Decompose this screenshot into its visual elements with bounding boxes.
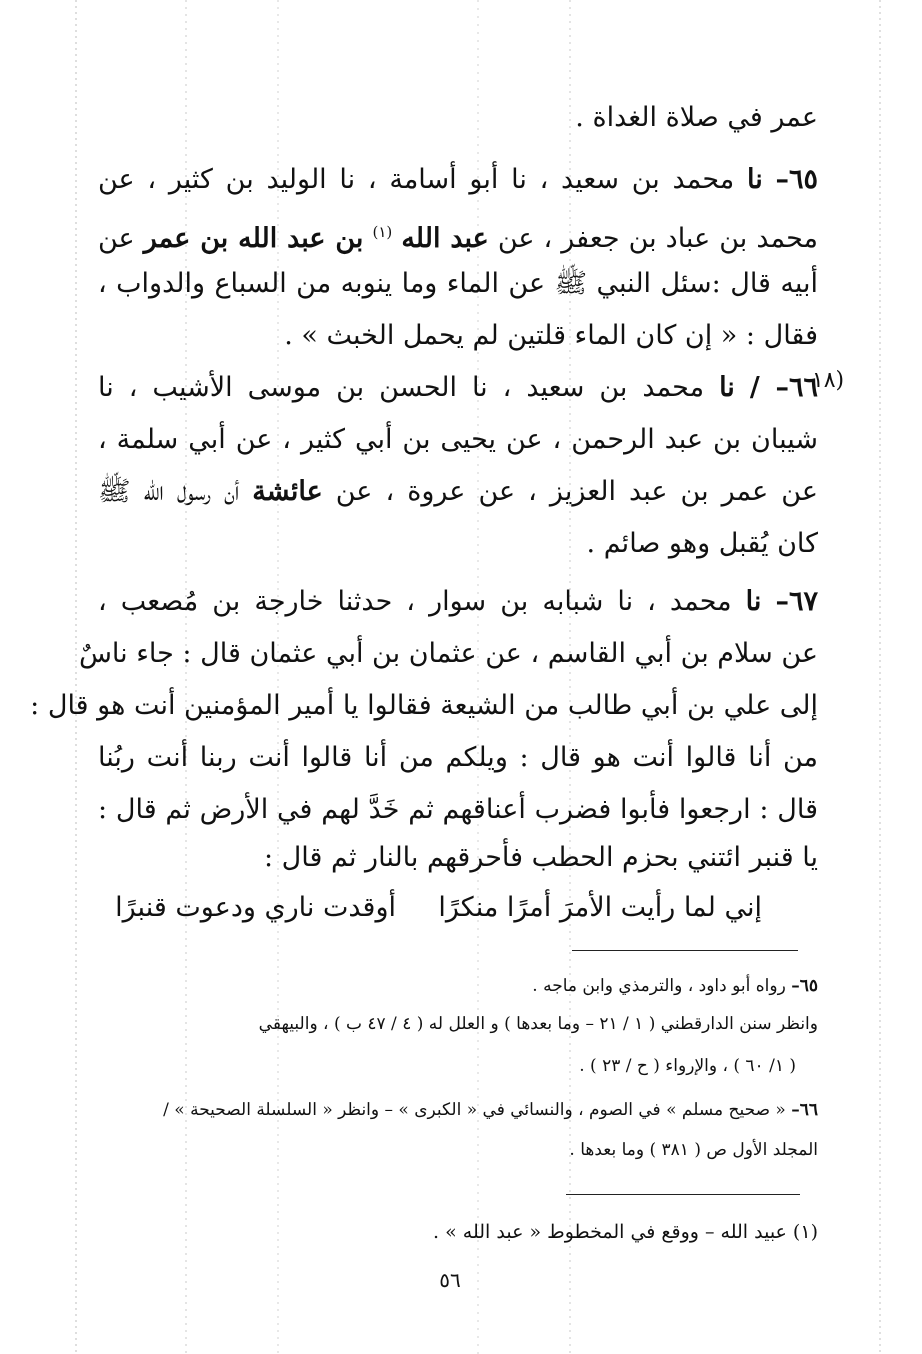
footnote-1: (١) عبيد الله – ووقع في المخطوط « عبد الله » .: [433, 1221, 818, 1243]
footnote-66-line-1: ٦٦– « صحيح مسلم » في الصوم ، والنسائي في « الكبرى » – وانظر « السلسلة الصحيحة » /: [163, 1100, 818, 1120]
narrator-marker: نا: [745, 586, 762, 617]
hadith-66-line-1: ٦٦– / نا محمد بن سعيد ، نا الحسن بن موسى الأشيب ، نا: [98, 372, 819, 403]
footnote-65-line-2: وانظر سنن الدارقطني ( ١ / ٢١ – وما بعدها ) و العلل له ( ٤ / ٤٧ ب ) ، والبيهقي: [258, 1014, 818, 1034]
verse-hemistich-1: إني لما رأيت الأمرَ أمرًا منكرًا: [438, 892, 762, 923]
narrator-name: عبد الله: [401, 223, 489, 254]
manuscript-folio-marker: (١٨: [811, 368, 845, 393]
footnote-ref: (١): [372, 223, 393, 241]
hadith-66-line-4: كان يُقبل وهو صائم .: [586, 528, 818, 559]
hadith-67-line-6: يا قنبر ائتني بحزم الحطب فأحرقهم بالنار ثم قال :: [263, 842, 818, 873]
hadith-67-line-1: ٦٧– نا محمد ، نا شبابه بن سوار ، حدثنا خارجة بن مُصعب ،: [98, 586, 818, 617]
hadith-number: ٦٦– /: [749, 372, 819, 403]
hadith-66-line-2: شيبان بن عبد الرحمن ، عن يحيى بن أبي كثير ، عن أبي سلمة ،: [98, 424, 818, 455]
hadith-65-line-1: [98, 160, 818, 200]
narrator-name: بن عبد الله بن عمر: [143, 223, 364, 254]
hadith-65-line-4: فقال : « إن كان الماء قلتين لم يحمل الخبث » .: [284, 320, 818, 351]
narrator-marker: نا: [746, 164, 763, 195]
text-line-1: عمر في صلاة الغداة .: [575, 102, 818, 133]
hadith-65-line-2: محمد بن عباد بن جعفر ، عن عبد الله $^{(١)}$ بن عبد الله بن عمر عن: [98, 223, 818, 254]
footnote-separator-2: [566, 1194, 800, 1195]
footnote-66-line-2: المجلد الأول ص ( ٣٨١ ) وما بعدها .: [569, 1140, 818, 1160]
hadith-67-line-4: من أنا قالوا أنت هو قال : ويلكم من أنا قالوا أنت ربنا أنت ربُنا: [98, 742, 818, 773]
hadith-66-line-3: عن عمر بن عبد العزيز ، عن عروة ، عن عائشة أن رسول الله ﷺ: [98, 476, 818, 507]
hadith-65-line-1-text: محمد بن سعيد ، نا أبو أسامة ، نا الوليد بن كثير ، عن: [98, 164, 735, 195]
hadith-number: ٦٧–: [775, 586, 818, 617]
narrator-marker: نا: [719, 372, 735, 403]
hadith-67-line-2: عن سلام بن أبي القاسم ، عن عثمان بن أبي عثمان قال : جاء ناسٌ: [78, 638, 818, 669]
footnote-65-line-1: ٦٥– رواه أبو داود ، والترمذي وابن ماجه .: [532, 976, 818, 996]
verse-hemistich-2: أوقدت ناري ودعوت قنبرًا: [115, 892, 396, 923]
hadith-number: ٦٥–: [775, 164, 818, 195]
hadith-67-line-3: إلى علي بن أبي طالب من الشيعة فقالوا يا أمير المؤمنين أنت هو قال :: [30, 690, 818, 721]
hadith-67-line-5: قال : ارجعوا فأبوا فضرب أعناقهم ثم خَدَّ لهم في الأرض ثم قال :: [98, 794, 818, 825]
hadith-65-line-3: أبيه قال :سئل النبي ﷺ عن الماء وما ينوبه من السباع والدواب ،: [98, 268, 818, 299]
page-number: ٥٦: [439, 1268, 461, 1292]
footnote-separator: [572, 950, 798, 951]
narrator-name: عائشة: [252, 476, 323, 507]
footnote-65-line-3: ( ١/ ٦٠ ) ، والإرواء ( ح / ٢٣ ) .: [579, 1056, 796, 1076]
